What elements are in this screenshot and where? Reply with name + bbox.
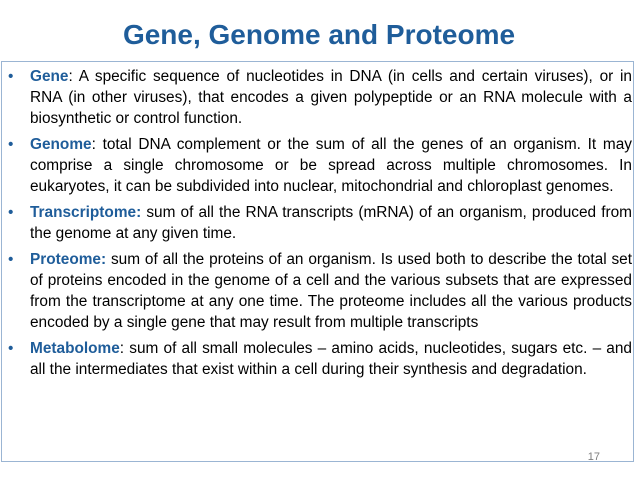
bullet-gene	[8, 66, 632, 129]
definition-transcriptome: sum of all the RNA transcripts (mRNA) of an organism, produced from the genome at any given time.	[30, 204, 632, 242]
term-gene: Gene	[30, 68, 69, 85]
definition-metabolome: sum of all small molecules – amino acids, nucleotides, sugars etc. – and all the intermediates that exist within a cell during their synthesis and degradation.	[30, 340, 632, 378]
bullet-list	[8, 66, 632, 385]
bullet-proteome	[8, 249, 632, 333]
bullet-dot-icon: •	[8, 204, 14, 221]
term-transcriptome: Transcriptome	[30, 204, 137, 221]
definition-genome: total DNA complement or the sum of all the genes of an organism. It may comprise a single chromosome or be spread across multiple chromosomes. In eukaryotes, it can be subdivided into nuclear, mitochondrial and chloroplast genomes.	[30, 136, 632, 195]
slide-title: Gene, Genome and Proteome	[122, 19, 516, 50]
bullet-dot-icon: •	[8, 251, 14, 268]
term-separator: :	[91, 136, 96, 153]
bullet-dot-icon: •	[8, 68, 14, 85]
definition-gene: A specific sequence of nucleotides in DNA (in cells and certain viruses), or in RNA (in other viruses), that encodes a given polypeptide or an RNA molecule with a biosynthetic or control function.	[30, 68, 632, 127]
term-genome: Genome	[30, 136, 92, 153]
term-separator: :	[119, 340, 125, 357]
term-metabolome: Metabolome	[30, 340, 120, 357]
page-number: 17	[587, 451, 600, 463]
content-box	[1, 61, 634, 462]
bullet-dot-icon: •	[8, 136, 14, 153]
term-separator: :	[101, 251, 107, 268]
bullet-genome	[8, 134, 632, 197]
term-proteome: Proteome	[30, 251, 101, 268]
bullet-dot-icon: •	[8, 340, 14, 357]
term-separator: :	[136, 204, 142, 221]
term-separator: :	[68, 68, 73, 85]
bullet-metabolome	[8, 338, 632, 380]
definition-proteome: sum of all the proteins of an organism. Is used both to describe the total set of proteins encoded in the genome of a cell and the various subsets that are expressed from the transcriptome at any one time. The proteome includes all the various products encoded by a single gene that may result from multiple transcripts	[30, 251, 632, 331]
bullet-transcriptome	[8, 202, 632, 244]
